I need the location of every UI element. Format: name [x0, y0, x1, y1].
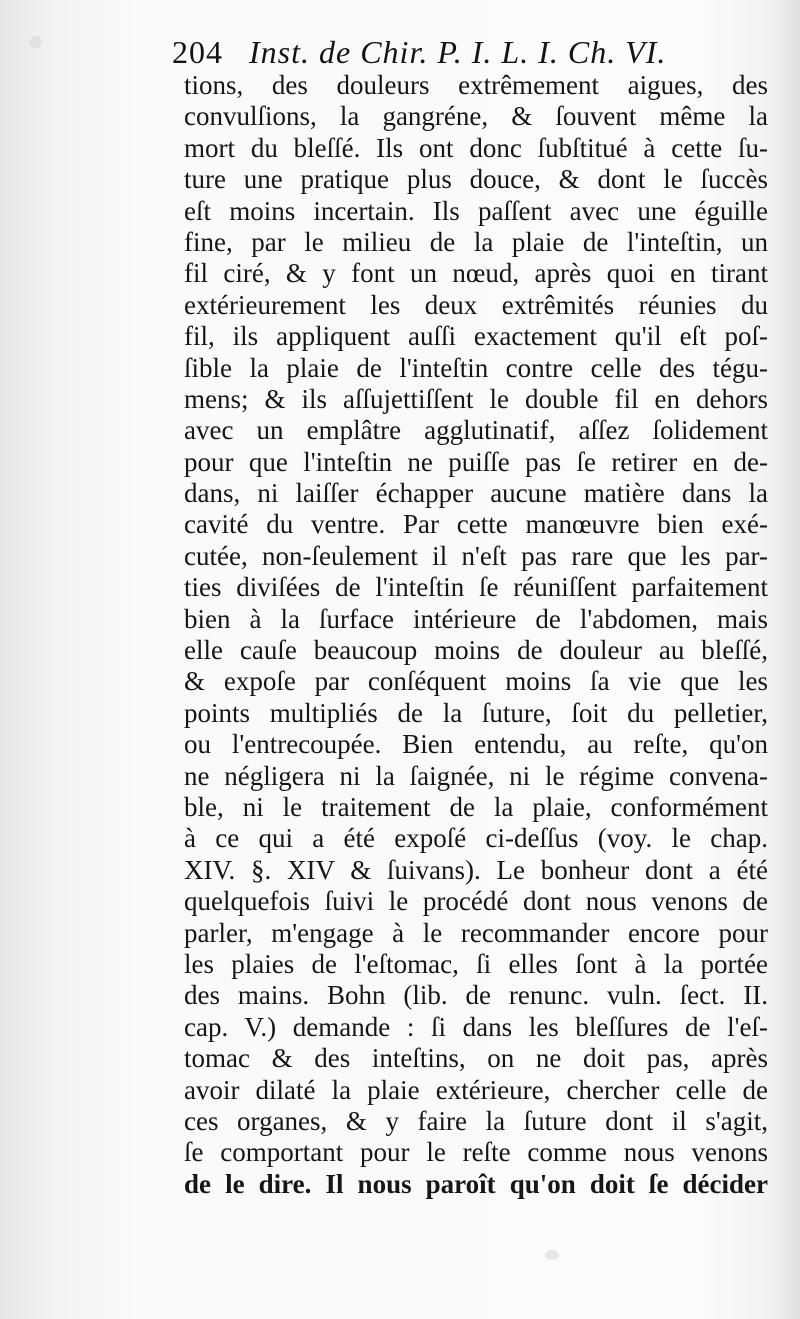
text-line: quelquefois ſuivi le procédé dont nous venons de [184, 886, 768, 917]
text-line: à ce qui a été expoſé ci-deſſus (voy. le chap. [184, 823, 768, 854]
text-line: fil ciré, & y font un nœud, après quoi en tirant [184, 258, 768, 289]
text-line: fil, ils appliquent auſſi exactement qu'il eſt poſ- [184, 321, 768, 352]
text-line: dans, ni laiſſer échapper aucune matière dans la [184, 478, 768, 509]
ink-smudge [545, 1250, 559, 1260]
text-line: avoir dilaté la plaie extérieure, chercher celle de [184, 1074, 768, 1105]
text-line: ces organes, & y faire la ſuture dont il s'agit, [184, 1105, 768, 1136]
text-line: elle cauſe beaucoup moins de douleur au bleſſé, [184, 635, 768, 666]
text-line: ſible la plaie de l'inteſtin contre celle des tégu- [184, 352, 768, 383]
text-line: mort du bleſſé. Ils ont donc ſubſtitué à cette ſu- [184, 132, 768, 163]
text-line: ſe comportant pour le reſte comme nous venons [184, 1137, 768, 1168]
ink-smudge [30, 36, 42, 48]
text-line: cutée, non-ſeulement il n'eſt pas rare que les par- [184, 540, 768, 571]
text-line: les plaies de l'eſtomac, ſi elles ſont à la portée [184, 948, 768, 979]
text-line: pour que l'inteſtin ne puiſſe pas ſe retirer en de- [184, 446, 768, 477]
text-line: bien à la ſurface intérieure de l'abdomen, mais [184, 603, 768, 634]
text-line: fine, par le milieu de la plaie de l'inteſtin, un [184, 226, 768, 257]
text-line: ble, ni le traitement de la plaie, conformément [184, 791, 768, 822]
text-line: de le dire. Il nous paroît qu'on doit ſe décider [184, 1168, 768, 1199]
text-line: ties diviſées de l'inteſtin ſe réuniſſent parfaitement [184, 572, 768, 603]
text-line: mens; & ils aſſujettiſſent le double fil en dehors [184, 383, 768, 414]
text-line: points multipliés de la ſuture, ſoit du pelletier, [184, 697, 768, 728]
text-line: XIV. §. XIV & ſuivans). Le bonheur dont a été [184, 854, 768, 885]
text-line: eſt moins incertain. Ils paſſent avec une éguille [184, 195, 768, 226]
running-title: Inst. de Chir. P. I. L. I. Ch. VI. [249, 34, 667, 70]
text-line: avec un emplâtre agglutinatif, aſſez ſolidement [184, 415, 768, 446]
text-line: ne négligera ni la ſaignée, ni le régime convena- [184, 760, 768, 791]
text-line: parler, m'engage à le recommander encore pour [184, 917, 768, 948]
page-number: 204 [172, 34, 223, 70]
text-line: convulſions, la gangréne, & ſouvent même la [184, 101, 768, 132]
text-line: tomac & des inteſtins, on ne doit pas, après [184, 1043, 768, 1074]
body-text [184, 70, 768, 1200]
text-line: cap. V.) demande : ſi dans les bleſſures de l'eſ- [184, 1011, 768, 1042]
text-line: & expoſe par conſéquent moins ſa vie que les [184, 666, 768, 697]
text-line: tions, des douleurs extrêmement aigues, des [184, 70, 768, 100]
text-line: ou l'entrecoupée. Bien entendu, au reſte, qu'on [184, 729, 768, 760]
text-line: des mains. Bohn (lib. de renunc. vuln. ſect. II. [184, 980, 768, 1011]
text-line: extérieurement les deux extrêmités réunies du [184, 289, 768, 320]
text-line: cavité du ventre. Par cette manœuvre bien exé- [184, 509, 768, 540]
text-line: ture une pratique plus douce, & dont le ſuccès [184, 164, 768, 195]
